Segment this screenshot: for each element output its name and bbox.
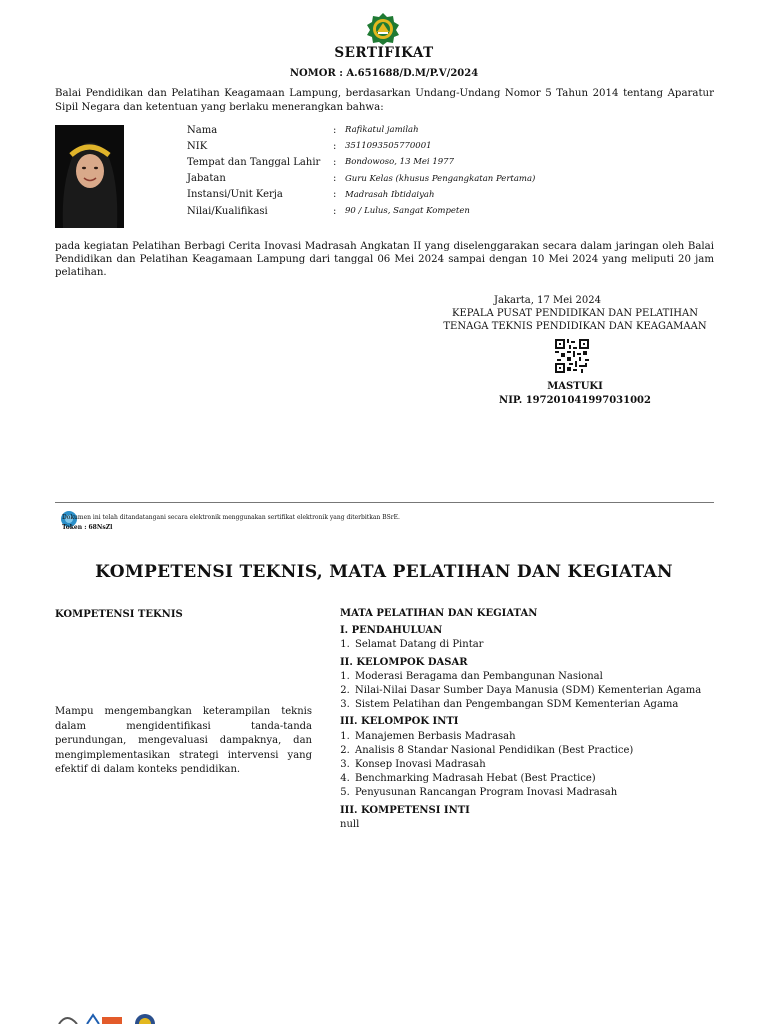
identity-row-nilai bbox=[187, 203, 535, 219]
identity-value: Guru Kelas (khusus Pengangkatan Pertama) bbox=[345, 173, 536, 184]
signature-position-line2: TENAGA TEKNIS PENDIDIKAN DAN KEAGAMAAN bbox=[443, 321, 707, 332]
section-list bbox=[340, 730, 714, 801]
identity-row-birth bbox=[187, 154, 535, 170]
competency-heading: KOMPETENSI TEKNIS, MATA PELATIHAN DAN KEGIATAN bbox=[95, 562, 673, 582]
list-item: 2. Analisis 8 Standar Nasional Pendidikan (Best Practice) bbox=[353, 744, 714, 758]
list-item: 2. Nilai-Nilai Dasar Sumber Daya Manusia (SDM) Kementerian Agama bbox=[353, 684, 714, 698]
list-item: 5. Penyusunan Rancangan Program Inovasi Madrasah bbox=[353, 786, 714, 800]
section-title: I. PENDAHULUAN bbox=[340, 625, 443, 637]
identity-label: Nilai/Kualifikasi bbox=[187, 205, 268, 217]
signature-place-date: Jakarta, 17 Mei 2024 bbox=[494, 295, 601, 306]
identity-separator: : bbox=[333, 173, 337, 185]
footer-partner-logos bbox=[57, 1012, 167, 1024]
subjects-heading: MATA PELATIHAN DAN KEGIATAN bbox=[340, 608, 538, 619]
signature-block bbox=[430, 294, 720, 333]
section-title: III. KOMPETENSI INTI bbox=[340, 804, 470, 816]
identity-separator: : bbox=[333, 156, 337, 168]
identity-label: Jabatan bbox=[187, 173, 226, 185]
identity-value: 90 / Lulus, Sangat Kompeten bbox=[345, 206, 470, 217]
identity-separator: : bbox=[333, 205, 337, 217]
signatory-name: MASTUKI bbox=[547, 381, 603, 392]
identity-value: Madrasah Ibtidaiyah bbox=[345, 189, 435, 200]
identity-row-nama bbox=[187, 122, 535, 138]
identity-label: NIK bbox=[187, 140, 208, 152]
qr-code-icon bbox=[555, 339, 589, 373]
identity-value: Bondowoso, 13 Mei 1977 bbox=[345, 157, 454, 168]
electronic-signature-note bbox=[62, 513, 400, 533]
identity-row-instansi bbox=[187, 187, 535, 203]
list-item: 1. Selamat Datang di Pintar bbox=[353, 638, 714, 652]
identity-row-jabatan bbox=[187, 171, 535, 187]
intro-paragraph: Balai Pendidikan dan Pelatihan Keagamaan Lampung, berdasarkan Undang-Undang Nomor 5 Tahun 2014 tentang Aparatur Sipil Negara dan ketentuan yang berlaku menerangkan bahwa: bbox=[55, 88, 714, 113]
training-subjects bbox=[340, 607, 714, 832]
section-title: III. KELOMPOK INTI bbox=[340, 716, 459, 728]
section-list bbox=[340, 638, 714, 652]
signature-position-line1: KEPALA PUSAT PENDIDIKAN DAN PELATIHAN bbox=[452, 308, 698, 319]
list-item: 3. Sistem Pelatihan dan Pengembangan SDM Kementerian Agama bbox=[353, 698, 714, 712]
identity-label: Instansi/Unit Kerja bbox=[187, 189, 283, 201]
training-description: pada kegiatan Pelatihan Berbagi Cerita Inovasi Madrasah Angkatan II yang diselenggarakan secara dalam jaringan oleh Balai Pendidikan dan Pelatihan Keagamaan Lampung dari tanggal 06 Mei 2024 sampai dengan 10 Mei 2024 yang meliputi 20 jam pelatihan. bbox=[55, 241, 714, 278]
identity-value: Rafikatul jamilah bbox=[345, 125, 419, 136]
null-text: null bbox=[340, 818, 360, 830]
footer-note-text: Dokumen ini telah ditandatangani secara elektronik menggunakan sertifikat elektronik yang diterbitkan BSrE. bbox=[62, 514, 400, 521]
section-title: II. KELOMPOK DASAR bbox=[340, 656, 468, 668]
participant-photo bbox=[55, 125, 124, 228]
identity-label: Tempat dan Tanggal Lahir bbox=[187, 156, 321, 168]
identity-separator: : bbox=[333, 140, 337, 152]
competency-description: Mampu mengembangkan keterampilan teknis dalam mengidentifikasi tanda-tanda perundungan, mengevaluasi dampaknya, dan mengimplementasikan strategi intervensi yang efektif di dalam konteks pendidikan. bbox=[55, 706, 312, 775]
competency-left-heading: KOMPETENSI TEKNIS bbox=[55, 609, 183, 620]
identity-table bbox=[187, 122, 535, 219]
section-list bbox=[340, 670, 714, 713]
identity-label: Nama bbox=[187, 124, 218, 136]
divider bbox=[55, 502, 714, 503]
signatory bbox=[430, 380, 720, 407]
identity-value: 3511093505770001 bbox=[345, 141, 432, 152]
kemenag-emblem-logo bbox=[366, 12, 400, 46]
signatory-nip: NIP. 197201041997031002 bbox=[499, 394, 651, 406]
list-item: 4. Benchmarking Madrasah Hebat (Best Practice) bbox=[353, 772, 714, 786]
list-item: 1. Manajemen Berbasis Madrasah bbox=[353, 730, 714, 744]
identity-separator: : bbox=[333, 124, 337, 136]
certificate-title: SERTIFIKAT bbox=[334, 45, 434, 61]
list-item: 1. Moderasi Beragama dan Pembangunan Nasional bbox=[353, 670, 714, 684]
list-item: 3. Konsep Inovasi Madrasah bbox=[353, 758, 714, 772]
identity-separator: : bbox=[333, 189, 337, 201]
footer-token: Token : 68NsZl bbox=[62, 524, 113, 531]
identity-row-nik bbox=[187, 138, 535, 154]
certificate-number: NOMOR : A.651688/D.M/P.V/2024 bbox=[289, 68, 479, 79]
